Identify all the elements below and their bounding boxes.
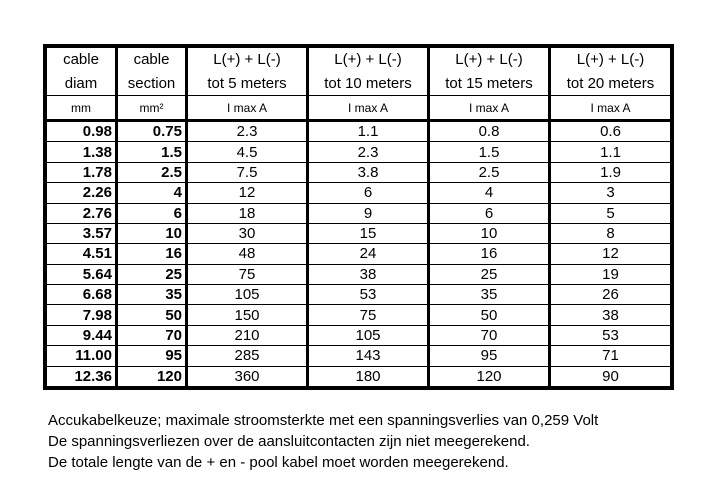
table-cell: 105 <box>187 285 308 305</box>
unit-cell: mm <box>47 96 117 121</box>
table-cell: 95 <box>117 346 187 366</box>
table-cell: 10 <box>117 223 187 243</box>
table-cell: 12 <box>187 183 308 203</box>
table-row <box>47 244 671 264</box>
header-cell: cable <box>47 48 117 72</box>
table-cell: 0.75 <box>117 120 187 141</box>
table-cell: 2.5 <box>429 162 550 182</box>
header-cell: tot 15 meters <box>429 72 550 96</box>
header-cell: L(+) + L(-) <box>187 48 308 72</box>
table-cell: 2.3 <box>308 142 429 162</box>
header-row-2 <box>47 72 671 96</box>
table-cell: 53 <box>308 285 429 305</box>
table-cell: 12.36 <box>47 366 117 387</box>
table-row <box>47 183 671 203</box>
notes <box>48 410 708 473</box>
table-cell: 0.6 <box>550 120 671 141</box>
note-line: Accukabelkeuze; maximale stroomsterkte met een spanningsverlies van 0,259 Volt <box>48 412 599 429</box>
cable-table <box>43 44 674 390</box>
header-cell: cable <box>117 48 187 72</box>
table-cell: 120 <box>117 366 187 387</box>
table-cell: 71 <box>550 346 671 366</box>
table-cell: 6.68 <box>47 285 117 305</box>
table-cell: 8 <box>550 223 671 243</box>
table-cell: 0.8 <box>429 120 550 141</box>
table-cell: 1.9 <box>550 162 671 182</box>
unit-cell: I max A <box>429 96 550 121</box>
table-cell: 1.5 <box>117 142 187 162</box>
table-cell: 18 <box>187 203 308 223</box>
table-cell: 38 <box>550 305 671 325</box>
table-cell: 95 <box>429 346 550 366</box>
header-cell: tot 5 meters <box>187 72 308 96</box>
table-cell: 4 <box>117 183 187 203</box>
table-cell: 50 <box>429 305 550 325</box>
table-cell: 360 <box>187 366 308 387</box>
table-cell: 25 <box>117 264 187 284</box>
table-cell: 1.5 <box>429 142 550 162</box>
table-cell: 9 <box>308 203 429 223</box>
table-cell: 0.98 <box>47 120 117 141</box>
table-cell: 3.8 <box>308 162 429 182</box>
table-cell: 2.3 <box>187 120 308 141</box>
table-cell: 48 <box>187 244 308 264</box>
table-cell: 75 <box>308 305 429 325</box>
table-cell: 6 <box>117 203 187 223</box>
table-cell: 6 <box>308 183 429 203</box>
table-cell: 25 <box>429 264 550 284</box>
header-cell: diam <box>47 72 117 96</box>
table-cell: 4.5 <box>187 142 308 162</box>
table-cell: 16 <box>117 244 187 264</box>
table-cell: 3 <box>550 183 671 203</box>
table-cell: 3.57 <box>47 223 117 243</box>
table-cell: 10 <box>429 223 550 243</box>
table-cell: 2.5 <box>117 162 187 182</box>
header-cell: L(+) + L(-) <box>550 48 671 72</box>
table-cell: 9.44 <box>47 325 117 345</box>
table-cell: 30 <box>187 223 308 243</box>
table-cell: 19 <box>550 264 671 284</box>
table-cell: 12 <box>550 244 671 264</box>
table-row <box>47 120 671 141</box>
table-row <box>47 366 671 387</box>
header-cell: section <box>117 72 187 96</box>
header-cell: tot 10 meters <box>308 72 429 96</box>
table-cell: 2.26 <box>47 183 117 203</box>
table-cell: 1.1 <box>550 142 671 162</box>
table-cell: 7.98 <box>47 305 117 325</box>
table-cell: 15 <box>308 223 429 243</box>
header-cell: L(+) + L(-) <box>308 48 429 72</box>
table-row <box>47 203 671 223</box>
table-cell: 6 <box>429 203 550 223</box>
table-cell: 120 <box>429 366 550 387</box>
header-cell: tot 20 meters <box>550 72 671 96</box>
table-cell: 1.38 <box>47 142 117 162</box>
unit-cell: I max A <box>187 96 308 121</box>
header-row-1 <box>47 48 671 72</box>
table-cell: 285 <box>187 346 308 366</box>
table-row <box>47 285 671 305</box>
table-cell: 50 <box>117 305 187 325</box>
note-line: De totale lengte van de + en - pool kabel moet worden meegerekend. <box>48 454 509 471</box>
table-cell: 38 <box>308 264 429 284</box>
table-cell: 24 <box>308 244 429 264</box>
table-cell: 5 <box>550 203 671 223</box>
table-cell: 53 <box>550 325 671 345</box>
table-cell: 35 <box>117 285 187 305</box>
table-row <box>47 162 671 182</box>
table-row <box>47 346 671 366</box>
table-cell: 150 <box>187 305 308 325</box>
table-cell: 7.5 <box>187 162 308 182</box>
table-cell: 75 <box>187 264 308 284</box>
unit-cell: I max A <box>308 96 429 121</box>
cable-current-table <box>46 47 671 387</box>
header-cell: L(+) + L(-) <box>429 48 550 72</box>
unit-cell: mm² <box>117 96 187 121</box>
table-cell: 5.64 <box>47 264 117 284</box>
table-cell: 90 <box>550 366 671 387</box>
table-cell: 143 <box>308 346 429 366</box>
unit-cell: I max A <box>550 96 671 121</box>
note-line: De spanningsverliezen over de aansluitcontacten zijn niet meegerekend. <box>48 433 530 450</box>
table-cell: 210 <box>187 325 308 345</box>
table-row <box>47 264 671 284</box>
table-cell: 35 <box>429 285 550 305</box>
table-row <box>47 305 671 325</box>
table-cell: 26 <box>550 285 671 305</box>
table-cell: 16 <box>429 244 550 264</box>
table-cell: 2.76 <box>47 203 117 223</box>
table-row <box>47 142 671 162</box>
table-cell: 105 <box>308 325 429 345</box>
table-cell: 1.78 <box>47 162 117 182</box>
table-cell: 4.51 <box>47 244 117 264</box>
table-cell: 4 <box>429 183 550 203</box>
table-cell: 180 <box>308 366 429 387</box>
header-units-row <box>47 96 671 121</box>
table-cell: 70 <box>117 325 187 345</box>
table-row <box>47 223 671 243</box>
table-cell: 70 <box>429 325 550 345</box>
table-row <box>47 325 671 345</box>
table-cell: 11.00 <box>47 346 117 366</box>
table-cell: 1.1 <box>308 120 429 141</box>
